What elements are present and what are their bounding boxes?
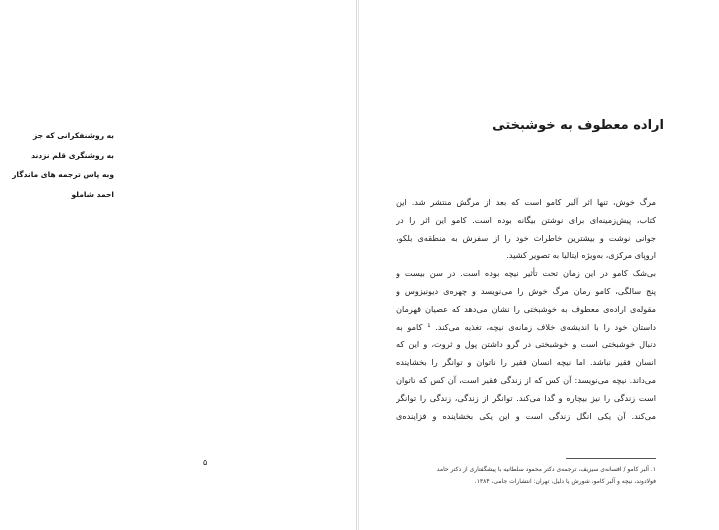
text-line: مرگ خوش، تنها اثر آلبر کامو است که بعد از مرگش منتشر شد. این xyxy=(396,197,656,207)
text-line: کتاب، پیش‌زمینه‌ای برای نوشتن بیگانه بوده است. کامو این اثر را در xyxy=(396,214,656,225)
text-line: بی‌شک کامو در این زمان تحت تأثیر نیچه بوده است. در سن بیست و xyxy=(396,268,656,279)
dedication-line: احمد شاملو xyxy=(71,189,114,199)
text-line: مقوله‌ی اراده‌ی معطوف به خوشبختی را نشان می‌دهد که عصیان قهرمان xyxy=(396,303,656,314)
text-line: می‌کند. آن یکی انگل زندگی است و این یکی بخشاینده و فزاینده‌ی xyxy=(396,410,656,421)
page-number: ۵ xyxy=(203,458,208,467)
text-line: است زندگی را نیز بیچاره و گدا می‌کند. توانگر از زندگی، زندگی را توانگر xyxy=(396,392,656,403)
body-text xyxy=(396,194,656,425)
dedication-line: وبه پاس ترجمه های ماندگار xyxy=(12,170,114,179)
footnote-line: ۱. آلبر کامو / افسانه‌ی سیزیف، ترجمه‌ی دکتر محمود سلطانیه با پیشگفتاری از دکتر حامد xyxy=(436,466,656,473)
text-line: می‌داند. نیچه می‌نویسد: آن کس که از زندگی فقیر است، آن کس که ناتوان xyxy=(396,374,656,385)
text-line: انسان فقیر نباشد. اما نیچه انسان فقیر را ناتوان و توانگر را بخشاینده xyxy=(396,357,656,368)
dedication xyxy=(4,126,114,204)
text-line: اروپای مرکزی، به‌ویژه ایتالیا به تصویر کشید. xyxy=(506,250,656,261)
footnote-divider xyxy=(566,458,656,459)
chapter-title: اراده معطوف به خوشبختی xyxy=(492,118,664,133)
left-page xyxy=(0,0,357,530)
text-line: داستان خود را با اندیشه‌ی خلاف زمانه‌ی نیچه، تغذیه می‌کند. ¹ کامو به xyxy=(396,321,656,332)
text-line: دنبال خوشبختی است و خوشبختی در گرو داشتن پول و ثروت، و این که xyxy=(396,339,656,350)
footnotes xyxy=(396,464,656,488)
dedication-line: به روشنفکرانی که جز xyxy=(33,131,114,140)
text-line: پنج سالگی، کامو رمان مرگ خوش را می‌نویسد و چهره‌ی دیونیزوس و xyxy=(396,285,656,296)
text-line: جوانی نوشت و بیشترین خاطرات خود را از سفرش به منطقه‌ی بلکو، xyxy=(396,232,656,243)
dedication-line: به روشنگری قلم نزدند xyxy=(31,150,114,160)
right-page xyxy=(358,0,719,530)
footnote-line: فولادوند، نیچه و آلبر کامو، شورش یا دلیل، تهران: انتشارات جامی، ۱۳۸۴. xyxy=(474,478,656,485)
